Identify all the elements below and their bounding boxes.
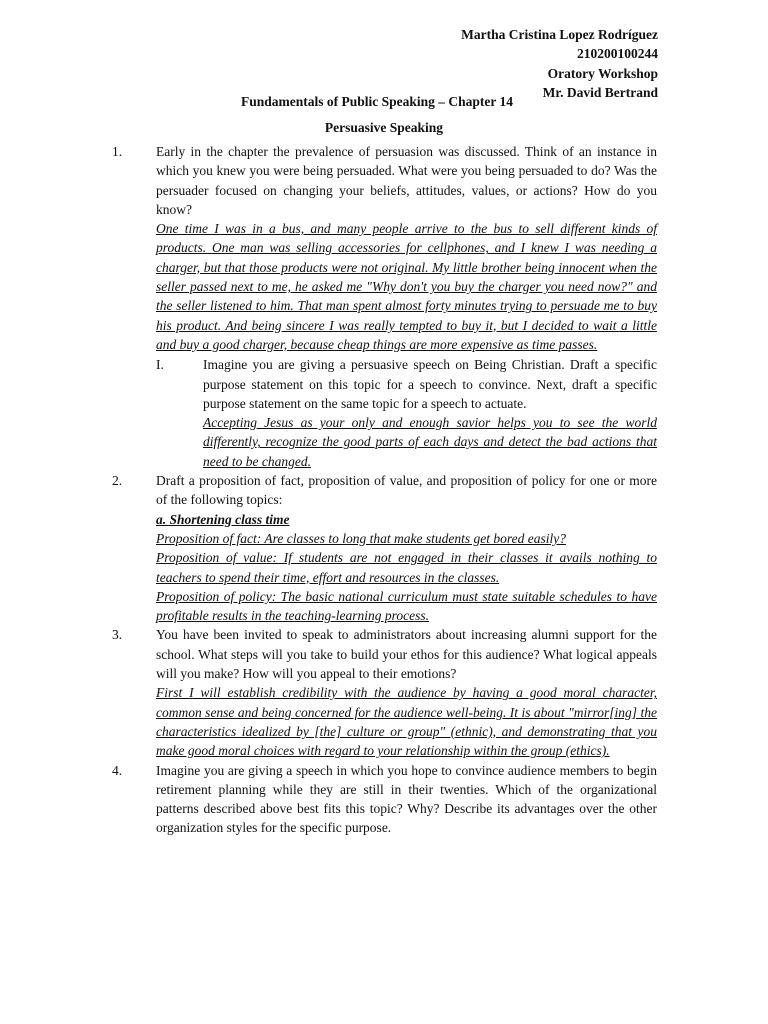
- document-title-text: Fundamentals of Public Speaking – Chapter 14: [240, 94, 514, 109]
- question-number: 3.: [112, 627, 123, 643]
- course-name: Oratory Workshop: [547, 65, 658, 81]
- question-text: Early in the chapter the prevalence of persuasion was discussed. Think of an instance in which you knew you were being persuaded. What were you being persuaded to do? Was the persuader focused on changing your beliefs, attitudes, values, or actions? How do you know?: [156, 144, 657, 217]
- question-body: [156, 142, 657, 354]
- question-body: [156, 471, 657, 625]
- question-number: 2.: [112, 473, 123, 489]
- document-subtitle: [0, 118, 768, 137]
- author-header: [461, 25, 658, 102]
- question-1-subitem: [112, 355, 657, 471]
- question-1: [112, 142, 657, 354]
- question-text: Imagine you are giving a speech in which you hope to convince audience members to begin retirement planning while they are still in their twenties. Which of the organizational patterns described above best fits this topic? Why? Describe its advantages over the other organization styles for the specific purpose.: [156, 762, 657, 836]
- question-3: [112, 625, 657, 760]
- question-4: [112, 761, 657, 838]
- question-text: You have been invited to speak to administrators about increasing alumni support for the school. What steps will you take to build your ethos for this audience? What logical appeals will you make? How will you appeal to their emotions?: [156, 627, 657, 682]
- subitem-question-text: Imagine you are giving a persuasive speech on Being Christian. Draft a specific purpose statement on this topic for a speech to convince. Next, draft a specific purpose statement on the same topic for a speech to actuate.: [203, 357, 657, 411]
- answer-text: One time I was in a bus, and many people arrive to the bus to sell different kinds of products. One man was selling accessories for cellphones, and I knew I was needing a charger, but that those products were not original. My little brother being innocent when the seller passed next to me, he asked me "Why don't you buy the charger you need now?" and the seller listened to him. That man spent almost forty minutes trying to persuade me to buy his product. And being sincere I was really tempted to buy it, but I decided to wait a little and buy a good charger, because cheap things are more expensive as time passes.: [156, 221, 657, 352]
- question-number: 4.: [112, 762, 123, 778]
- document-subtitle-text: Persuasive Speaking: [324, 120, 444, 135]
- proposition-fact: Proposition of fact: Are classes to long that make students get bored easily?: [156, 530, 566, 546]
- question-body: [156, 625, 657, 760]
- student-id: 210200100244: [577, 46, 658, 62]
- question-2: [112, 471, 657, 625]
- teacher-name: Mr. David Bertrand: [542, 84, 658, 100]
- author-name: Martha Cristina Lopez Rodríguez: [461, 27, 658, 42]
- proposition-value: Proposition of value: If students are not engaged in their classes it avails nothing to teachers to spend their time, effort and resources in the classes.: [156, 550, 657, 585]
- question-number: 1.: [112, 144, 123, 159]
- question-body: [156, 761, 657, 838]
- topic-heading: a. Shortening class time: [156, 511, 290, 527]
- subitem-answer-text: Accepting Jesus as your only and enough savior helps you to see the world differently, recognize the good parts of each days and detect the bad actions that need to be changed.: [203, 415, 657, 469]
- document-title: [0, 92, 768, 111]
- subitem-number: I.: [156, 357, 164, 373]
- subitem-body: [203, 355, 657, 471]
- proposition-policy: Proposition of policy: The basic national curriculum must state suitable schedules to have profitable results in the teaching-learning process.: [156, 588, 657, 624]
- answer-text: First I will establish credibility with the audience by having a good moral character, common sense and being concerned for the audience well-being. It is about "mirror[ing] the characteristics idealized by [the] culture or group" (ethnic), and demonstrating that you make good moral choices with regard to your relationship within the group (ethics).: [156, 685, 657, 759]
- question-text: Draft a proposition of fact, proposition of value, and proposition of policy for one or more of the following topics:: [156, 473, 657, 508]
- question-list: [112, 142, 657, 838]
